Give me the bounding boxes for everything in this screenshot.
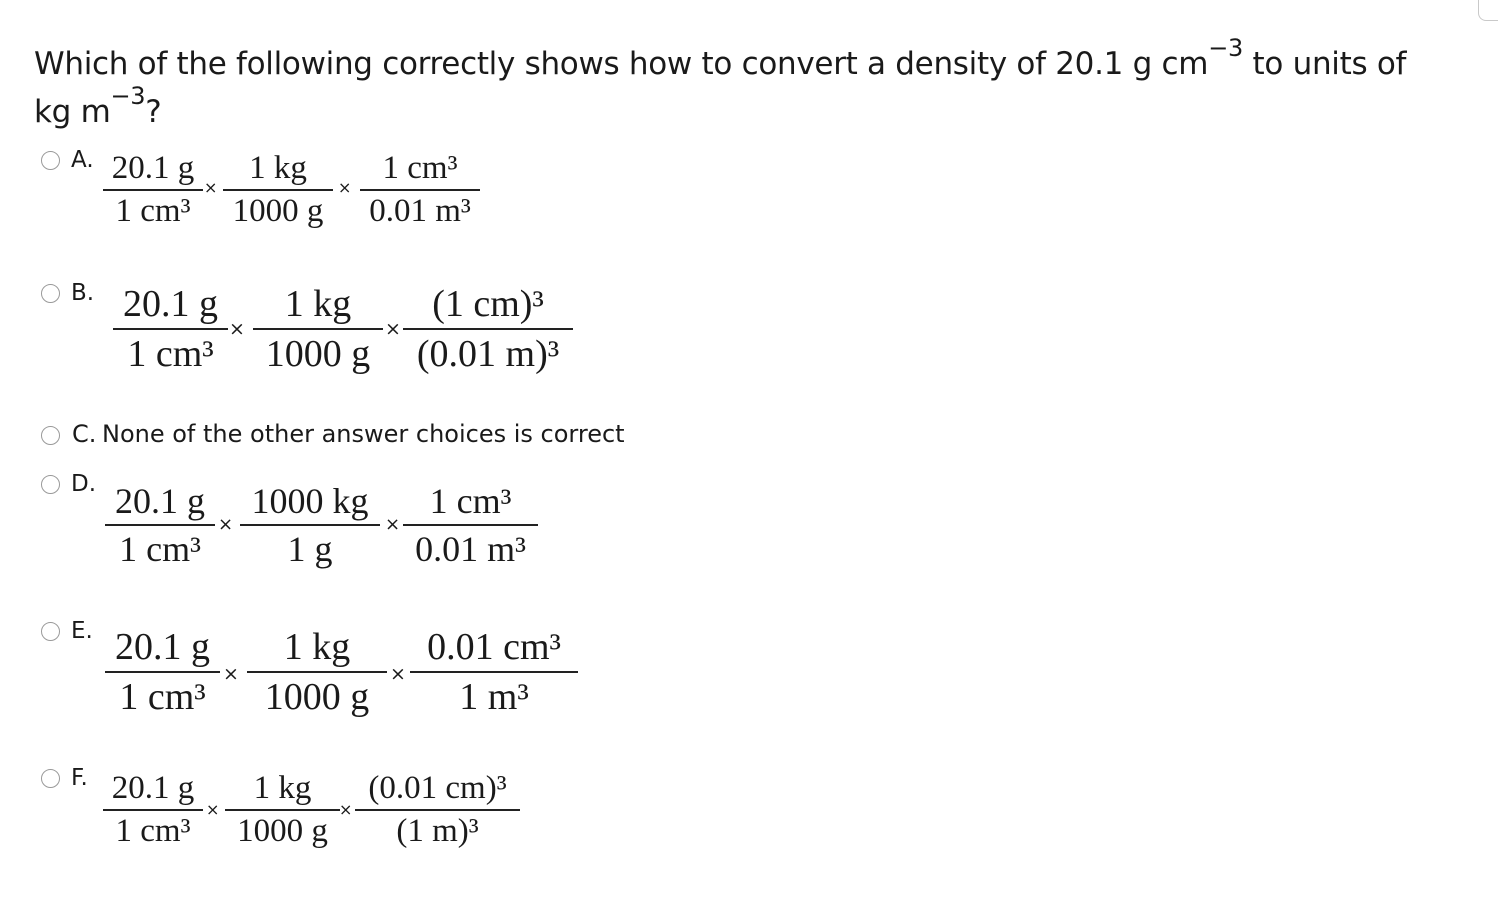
- numerator: 20.1 g: [111, 150, 195, 186]
- choice-letter: F.: [71, 765, 88, 791]
- radio-button[interactable]: [41, 426, 60, 445]
- denominator: 1000 g: [264, 676, 370, 718]
- fraction: [105, 480, 215, 570]
- choice-letter: A.: [71, 147, 94, 173]
- times-sign: ×: [204, 178, 218, 197]
- denominator: 1 cm³: [127, 333, 214, 375]
- times-sign: ×: [339, 800, 353, 819]
- numerator: 20.1 g: [115, 481, 205, 521]
- fraction: [355, 770, 520, 850]
- numerator: 20.1 g: [111, 770, 195, 806]
- denominator: 1 g: [287, 529, 333, 569]
- radio-button[interactable]: [41, 151, 60, 170]
- times-sign: ×: [206, 800, 220, 819]
- choice-text: None of the other answer choices is correct: [102, 420, 625, 448]
- times-sign: ×: [390, 663, 406, 685]
- fraction: [105, 625, 220, 719]
- times-sign: ×: [385, 318, 401, 340]
- numerator: 20.1 g: [123, 283, 218, 325]
- fraction: [240, 480, 380, 570]
- fraction: [247, 625, 387, 719]
- fraction: [403, 480, 538, 570]
- scroll-corner-tab: [1478, 0, 1498, 21]
- question-text: Which of the following correctly shows how to convert a density of 20.1 g $cm^{-3}$ to units of kg $m^{-3}$?: [34, 34, 1407, 130]
- choice-letter: C.: [72, 420, 97, 448]
- choice-letter: B.: [71, 280, 95, 306]
- denominator: 0.01 m³: [415, 529, 526, 569]
- fraction: [403, 282, 573, 376]
- times-sign: ×: [223, 663, 239, 685]
- fraction: [225, 770, 340, 850]
- numerator: (1 cm)³: [432, 283, 544, 325]
- denominator: (1 m)³: [396, 813, 479, 849]
- denominator: 1 cm³: [119, 529, 201, 569]
- numerator: 1 cm³: [429, 481, 512, 521]
- denominator: 1000 g: [232, 193, 324, 229]
- times-sign: ×: [385, 514, 401, 535]
- fraction: [410, 625, 578, 719]
- times-sign: ×: [338, 178, 352, 197]
- numerator: (0.01 cm)³: [368, 770, 507, 806]
- choice-letter: D.: [71, 471, 97, 497]
- fraction: [113, 282, 228, 376]
- radio-button[interactable]: [41, 475, 60, 494]
- denominator: 1 m³: [459, 676, 529, 718]
- denominator: 1 cm³: [115, 813, 191, 849]
- times-sign: ×: [229, 318, 245, 340]
- radio-button[interactable]: [41, 769, 60, 788]
- radio-button[interactable]: [41, 284, 60, 303]
- numerator: 1 kg: [284, 283, 352, 325]
- denominator: 1000 g: [237, 813, 328, 849]
- numerator: 1000 kg: [251, 481, 369, 521]
- radio-button[interactable]: [41, 622, 60, 641]
- numerator: 0.01 cm³: [427, 626, 561, 668]
- denominator: 1 cm³: [115, 193, 191, 229]
- fraction: [253, 282, 383, 376]
- numerator: 1 kg: [283, 626, 351, 668]
- denominator: 0.01 m³: [369, 193, 471, 229]
- fraction: [103, 150, 203, 230]
- times-sign: ×: [218, 514, 234, 535]
- denominator: 1000 g: [265, 333, 371, 375]
- numerator: 1 kg: [253, 770, 312, 806]
- denominator: (0.01 m)³: [416, 333, 560, 375]
- numerator: 1 cm³: [382, 150, 458, 186]
- choice-letter: E.: [71, 618, 93, 644]
- fraction: [103, 770, 203, 850]
- numerator: 20.1 g: [115, 626, 210, 668]
- fraction: [223, 150, 333, 230]
- denominator: 1 cm³: [119, 676, 206, 718]
- fraction: [360, 150, 480, 230]
- numerator: 1 kg: [249, 150, 307, 186]
